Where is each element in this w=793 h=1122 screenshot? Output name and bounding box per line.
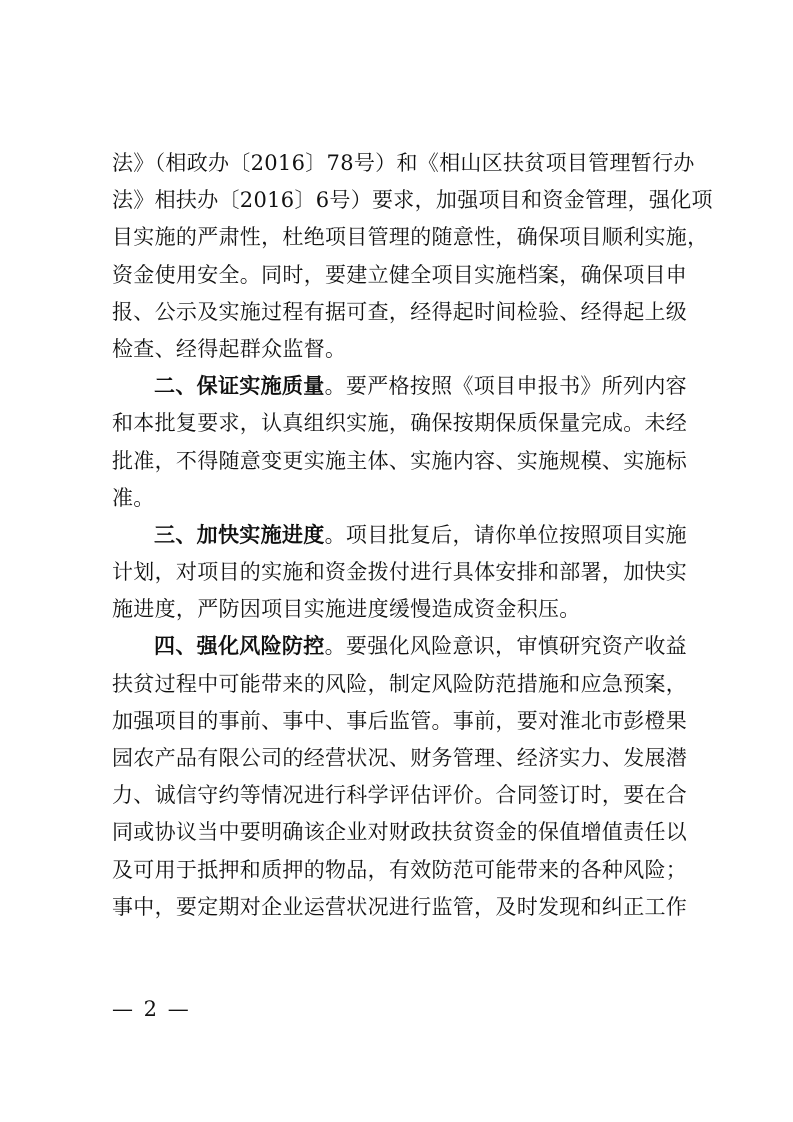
text-line: 批准，不得随意变更实施主体、实施内容、实施规模、实施标 — [112, 448, 688, 473]
text-line: 扶贫过程中可能带来的风险，制定风险防范措施和应急预案， — [112, 671, 688, 696]
paragraph-quality — [112, 368, 687, 517]
section-heading: 二、保证实施质量 — [154, 374, 325, 399]
text-line: 及可用于抵押和质押的物品，有效防范可能带来的各种风险； — [112, 857, 688, 882]
text-line — [112, 368, 687, 405]
text-line: 目实施的严肃性，杜绝项目管理的随意性，确保项目顺利实施， — [112, 225, 709, 250]
section-heading: 三、加快实施进度 — [154, 522, 325, 547]
text-line: 施进度，严防因项目实施进度缓慢造成资金积压。 — [112, 597, 581, 622]
text-line: 事中，要定期对企业运营状况进行监管，及时发现和纠正工作 — [112, 894, 688, 919]
text-line: 法》（相政办〔2016〕78号）和《相山区扶贫项目管理暂行办 — [112, 151, 695, 175]
text-span: 。要强化风险意识，审慎研究资产收益 — [324, 634, 687, 659]
text-line: 计划，对项目的实施和资金拨付进行具体安排和部署，加快实 — [112, 560, 688, 585]
paragraph-regulation-reference — [112, 145, 713, 368]
text-line: 资金使用安全。同时，要建立健全项目实施档案，确保项目申 — [112, 262, 688, 287]
text-line: 同或协议当中要明确该企业对财政扶贫资金的保值增值责任以 — [112, 820, 688, 845]
text-span: 。要严格按照《项目申报书》所列内容 — [324, 374, 687, 399]
text-line: 加强项目的事前、事中、事后监管。事前，要对淮北市彭橙果 — [112, 708, 688, 733]
text-line: 法》相扶办〔2016〕6号）要求，加强项目和资金管理，强化项 — [112, 188, 713, 213]
text-line: 检查、经得起群众监督。 — [112, 336, 347, 361]
text-span: 。项目批复后，请你单位按照项目实施 — [324, 522, 687, 547]
paragraph-progress — [112, 517, 687, 629]
page-number: — 2 — — [112, 997, 191, 1021]
section-heading: 四、强化风险防控 — [154, 634, 325, 659]
paragraph-risk-control — [112, 628, 687, 926]
document-body — [112, 145, 713, 926]
text-line: 报、公示及实施过程有据可查，经得起时间检验、经得起上级 — [112, 299, 688, 324]
text-line: 力、诚信守约等情况进行科学评估评价。合同签订时，要在合 — [112, 783, 688, 808]
text-line — [112, 517, 687, 554]
text-line — [112, 628, 687, 665]
text-line: 准。 — [112, 485, 155, 510]
text-line: 园农产品有限公司的经营状况、财务管理、经济实力、发展潜 — [112, 746, 688, 770]
text-line: 和本批复要求，认真组织实施，确保按期保质保量完成。未经 — [112, 411, 688, 436]
